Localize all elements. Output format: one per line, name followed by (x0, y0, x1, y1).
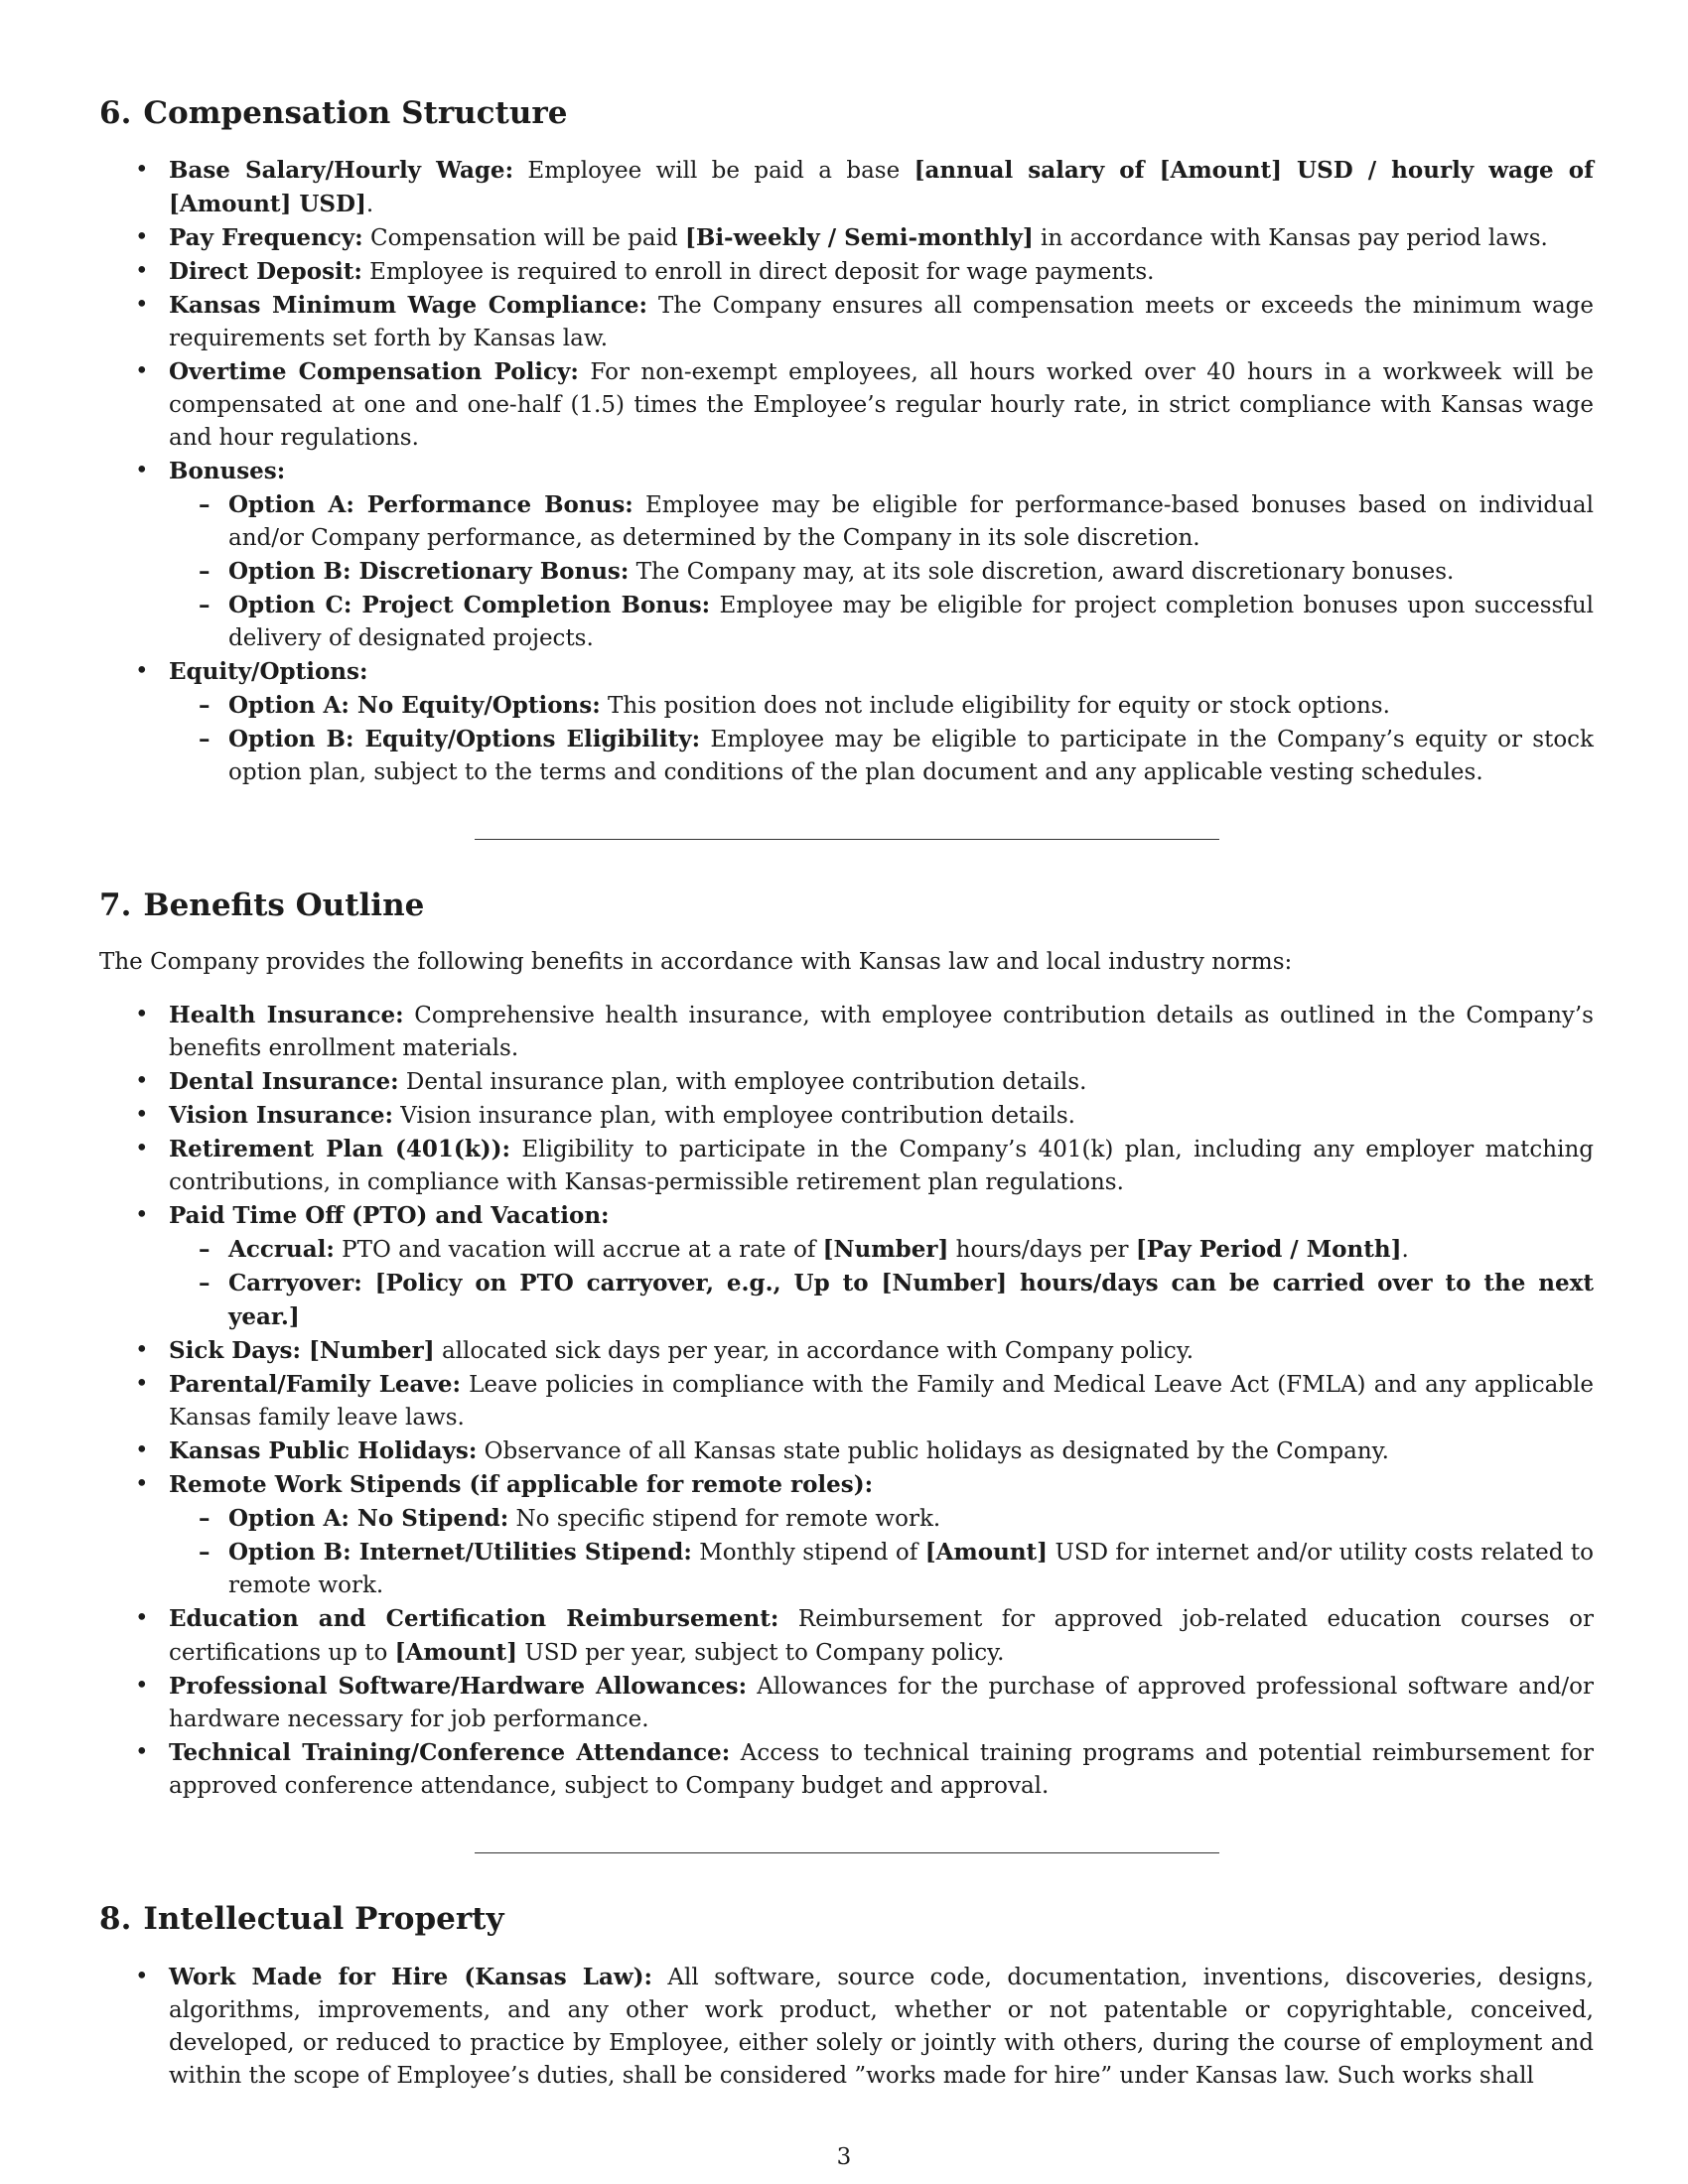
list-item-bonus-option-c: – Option C: Project Completion Bonus: Employee may be eligible for project completion bonuses upon successful delivery of designated projects. (169, 589, 1594, 655)
list-item-software-allowance: • Professional Software/Hardware Allowances: Allowances for the purchase of approved professional software and/or hardware necessary for job performance. (99, 1670, 1594, 1736)
list-item-sick-days: • Sick Days: [Number] allocated sick days per year, in accordance with Company policy. (99, 1334, 1594, 1368)
list-item-pay-frequency: • Pay Frequency: Compensation will be paid [Bi-weekly / Semi-monthly] in accordance with Kansas pay period laws. (99, 221, 1594, 255)
remote-stipend-options (169, 1502, 1594, 1602)
list-item-dental: • Dental Insurance: Dental insurance plan, with employee contribution details. (99, 1065, 1594, 1099)
section-divider (475, 839, 1219, 840)
list-item-bonus-option-b: – Option B: Discretionary Bonus: The Company may, at its sole discretion, award discretionary bonuses. (169, 555, 1594, 589)
bonus-options-list (169, 488, 1594, 655)
benefits-list (99, 999, 1594, 1803)
list-item-equity: • Equity/Options: – Option A: No Equity/Options: This position does not include eligibility for equity or stock options. – Option B: Equity/Options Eligibility: Employee may be eligible to participate in the Company’s equity or stock option plan, subject to the terms and conditions of the plan document and any applicable vesting schedules. (99, 655, 1594, 789)
list-item-vision: • Vision Insurance: Vision insurance plan, with employee contribution details. (99, 1099, 1594, 1133)
document-page (99, 95, 1594, 2093)
list-item-retirement: • Retirement Plan (401(k)): Eligibility to participate in the Company’s 401(k) plan, including any employer matching contributions, in compliance with Kansas-permissible retirement plan regulations. (99, 1133, 1594, 1199)
section-divider (475, 1852, 1219, 1853)
section-compensation (99, 95, 1594, 789)
list-item-overtime: • Overtime Compensation Policy: For non-exempt employees, all hours worked over 40 hours in a workweek will be compensated at one and one-half (1.5) times the Employee’s regular hourly rate, in strict compliance with Kansas wage and hour regulations. (99, 355, 1594, 455)
list-item-pto: • Paid Time Off (PTO) and Vacation: – Accrual: PTO and vacation will accrue at a rate of [Number] hours/days per [Pay Period / Month]. – Carryover: [Policy on PTO carryover, e.g., Up to [Number] hours/days can be carried over to the next year.] (99, 1199, 1594, 1334)
equity-options-list (169, 689, 1594, 789)
list-item-remote-stipends: • Remote Work Stipends (if applicable for remote roles): – Option A: No Stipend: No specific stipend for remote work. – Option B: Internet/Utilities Stipend: Monthly stipend of [Amount] USD for internet and/or utility costs related to remote work. (99, 1468, 1594, 1602)
section-intellectual-property (99, 1901, 1594, 2092)
ip-list (99, 1961, 1594, 2093)
list-item-holidays: • Kansas Public Holidays: Observance of all Kansas state public holidays as designated by the Company. (99, 1434, 1594, 1468)
list-item-parental-leave: • Parental/Family Leave: Leave policies in compliance with the Family and Medical Leave Act (FMLA) and any applicable Kansas family leave laws. (99, 1368, 1594, 1434)
section-heading: 8. Intellectual Property (99, 1901, 504, 1938)
list-item-minimum-wage: • Kansas Minimum Wage Compliance: The Company ensures all compensation meets or exceeds the minimum wage requirements set forth by Kansas law. (99, 289, 1594, 355)
compensation-list (99, 154, 1594, 789)
list-item-stipend-option-a: – Option A: No Stipend: No specific stipend for remote work. (169, 1502, 1594, 1536)
list-item-direct-deposit: • Direct Deposit: Employee is required to enroll in direct deposit for wage payments. (99, 255, 1594, 289)
benefits-intro: The Company provides the following benefits in accordance with Kansas law and local industry norms: (99, 949, 1293, 976)
list-item-equity-option-a: – Option A: No Equity/Options: This position does not include eligibility for equity or stock options. (169, 689, 1594, 723)
list-item-health: • Health Insurance: Comprehensive health insurance, with employee contribution details as outlined in the Company’s benefits enrollment materials. (99, 999, 1594, 1065)
list-item-stipend-option-b: – Option B: Internet/Utilities Stipend: Monthly stipend of [Amount] USD for internet and/or utility costs related to remote work. (169, 1536, 1594, 1602)
list-item-pto-carryover: – Carryover: [Policy on PTO carryover, e.g., Up to [Number] hours/days can be carried over to the next year.] (169, 1267, 1594, 1334)
section-heading: 7. Benefits Outline (99, 887, 425, 924)
pto-sublist (169, 1233, 1594, 1334)
list-item-work-for-hire: • Work Made for Hire (Kansas Law): All software, source code, documentation, inventions, discoveries, designs, algorithms, improvements, and any other work product, whether or not patentable or copyrightable, conceived, developed, or reduced to practice by Employee, either solely or jointly with others, during the course of employment and within the scope of Employee’s duties, shall be considered ”works made for hire” under Kansas law. Such works shall (99, 1961, 1594, 2093)
list-item-equity-option-b: – Option B: Equity/Options Eligibility: Employee may be eligible to participate in the Company’s equity or stock option plan, subject to the terms and conditions of the plan document and any applicable vesting schedules. (169, 723, 1594, 789)
list-item-bonus-option-a: – Option A: Performance Bonus: Employee may be eligible for performance-based bonuses based on individual and/or Company performance, as determined by the Company in its sole discretion. (169, 488, 1594, 555)
list-item-base-salary: • Base Salary/Hourly Wage: Employee will be paid a base [annual salary of [Amount] USD / hourly wage of [Amount] USD]. (99, 154, 1594, 221)
page-number: 3 (836, 2144, 852, 2170)
section-heading: 6. Compensation Structure (99, 95, 568, 131)
list-item-education: • Education and Certification Reimbursement: Reimbursement for approved job-related education courses or certifications up to [Amount] USD per year, subject to Company policy. (99, 1602, 1594, 1670)
section-benefits (99, 887, 1594, 1803)
list-item-training: • Technical Training/Conference Attendance: Access to technical training programs and potential reimbursement for approved conference attendance, subject to Company budget and approval. (99, 1736, 1594, 1803)
list-item-bonuses: • Bonuses: – Option A: Performance Bonus: Employee may be eligible for performance-based bonuses based on individual and/or Company performance, as determined by the Company in its sole discretion. – Option B: Discretionary Bonus: The Company may, at its sole discretion, award discretionary bonuses. – Option C: Project Completion Bonus: Employee may be eligible for project completion bonuses upon successful delivery of designated projects. (99, 455, 1594, 655)
list-item-pto-accrual: – Accrual: PTO and vacation will accrue at a rate of [Number] hours/days per [Pay Period / Month]. (169, 1233, 1594, 1267)
